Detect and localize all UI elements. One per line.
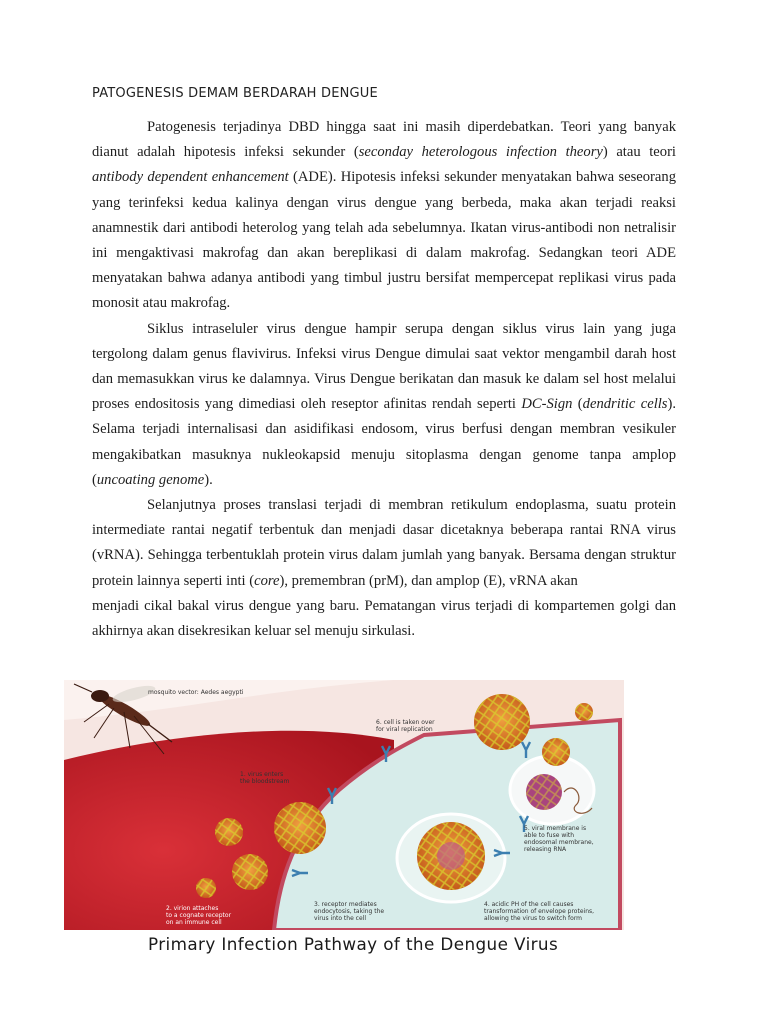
svg-text:virus into the cell: virus into the cell xyxy=(314,915,366,922)
virus-particle xyxy=(215,818,243,846)
virus-particle xyxy=(232,854,268,890)
para1-text-3: (ADE). Hipotesis infeksi sekunder menyatakan bahwa seseorang yang terinfeksi kedua kalinya dengan virus dengue yang berbeda, maka akan terjadi reaksi anamnestik dari antibodi heterolog yang telah ada sebelumnya. Ikatan virus-antibodi non netralisir ini mengaktivasi makrofag dan akan bereplikasi di dalam makrofag. Sedangkan teori ADE menyatakan bahwa adanya antibodi yang timbul justru bersifat mempercepat replikasi virus pada monosit atau makrofag. xyxy=(92,169,676,312)
para2-italic-2: dendritic cells xyxy=(582,396,668,413)
paragraph-3 xyxy=(92,493,676,594)
dengue-pathway-figure xyxy=(64,680,624,966)
svg-text:endocytosis, taking the: endocytosis, taking the xyxy=(314,908,385,915)
svg-text:allowing the virus to switch f: allowing the virus to switch form xyxy=(484,915,583,922)
para2-text-1: Siklus intraseluler virus dengue hampir serupa dengan siklus virus lain yang juga tergolong dalam genus flavivirus. Infeksi virus Dengue dimulai saat vektor mengambil darah host dan memasukkan virus ke dalamnya. Virus Dengue berikatan dan masuk ke dalam sel host melalui proses endositosis yang dimediasi oleh reseptor afinitas rendah seperti xyxy=(92,320,676,413)
uncoated-virus xyxy=(526,774,562,810)
para3-text-2: ), premembran (prM), dan amplop (E), vRNA akan xyxy=(279,572,578,589)
document-heading: PATOGENESIS DEMAM BERDARAH DENGUE xyxy=(92,86,378,101)
virus-particle xyxy=(575,703,593,721)
body-text xyxy=(92,115,676,644)
mosquito-label: mosquito vector: Aedes aegypti xyxy=(148,689,244,696)
paragraph-1 xyxy=(92,115,676,317)
para1-text-2: ) atau teori xyxy=(602,144,676,161)
step1-label xyxy=(240,771,290,785)
para1-text-1: Patogenesis terjadinya DBD hingga saat ini masih diperdebatkan. Teori yang banyak dianut adalah hipotesis infeksi sekunder ( xyxy=(92,119,676,161)
virus-particle xyxy=(196,878,216,898)
svg-text:able to fuse with: able to fuse with xyxy=(524,832,575,839)
step6-label xyxy=(376,719,435,733)
virus-particle xyxy=(274,802,326,854)
svg-text:5. viral membrane is: 5. viral membrane is xyxy=(524,825,587,832)
svg-text:to a cognate receptor: to a cognate receptor xyxy=(166,912,232,919)
figure-caption: Primary Infection Pathway of the Dengue Virus xyxy=(148,934,559,954)
paragraph-4: menjadi cikal bakal virus dengue yang baru. Pematangan virus terjadi di kompartemen golgi dan akhirnya akan disekresikan keluar sel menuju sirkulasi. xyxy=(92,597,676,640)
svg-text:6. cell is taken over: 6. cell is taken over xyxy=(376,719,435,726)
virus-particle xyxy=(417,822,485,890)
paragraph-2 xyxy=(92,317,676,493)
pathway-illustration xyxy=(64,680,624,930)
svg-text:1. virus enters: 1. virus enters xyxy=(240,771,284,778)
svg-text:endosomal membrane,: endosomal membrane, xyxy=(524,839,594,846)
svg-text:on an immune cell: on an immune cell xyxy=(166,919,222,926)
virus-particle xyxy=(474,694,530,750)
para2-italic-1: DC-Sign xyxy=(521,396,573,413)
svg-text:2. virion attaches: 2. virion attaches xyxy=(166,905,219,912)
svg-text:the bloodstream: the bloodstream xyxy=(240,778,290,785)
svg-text:transformation of envelope pro: transformation of envelope proteins, xyxy=(484,908,595,915)
para1-italic-1: seconday heterologous infection theory xyxy=(358,144,603,161)
para1-italic-2: antibody dependent enhancement xyxy=(92,169,289,186)
para2-text-3: ). Selama terjadi internalisasi dan asidifikasi endosom, virus berfusi dengan membran vesikuler mengakibatkan masuknya nukleokapsid menuju sitoplasma dengan genome tanpa amplop ( xyxy=(92,396,676,488)
para3-text-1: Selanjutnya proses translasi terjadi di membran retikulum endoplasma, suatu protein intermediate rantai negatif terbentuk dan menjadi dasar dicetaknya beberapa rantai RNA virus (vRNA). Sehingga terbentuklah protein virus dalam jumlah yang banyak. Bersama dengan struktur protein lainnya seperti inti ( xyxy=(92,497,676,589)
svg-text:4. acidic PH of the cell cause: 4. acidic PH of the cell causes xyxy=(484,901,574,908)
para2-text-2: ( xyxy=(572,396,583,413)
para3-italic-1: core xyxy=(254,572,280,589)
svg-text:for viral replication: for viral replication xyxy=(376,726,433,733)
virus-particle xyxy=(542,738,570,766)
svg-text:releasing RNA: releasing RNA xyxy=(524,846,567,853)
para2-italic-3: uncoating genome xyxy=(96,471,205,488)
svg-text:3. receptor mediates: 3. receptor mediates xyxy=(314,901,377,908)
para2-text-4: ). xyxy=(204,471,213,488)
